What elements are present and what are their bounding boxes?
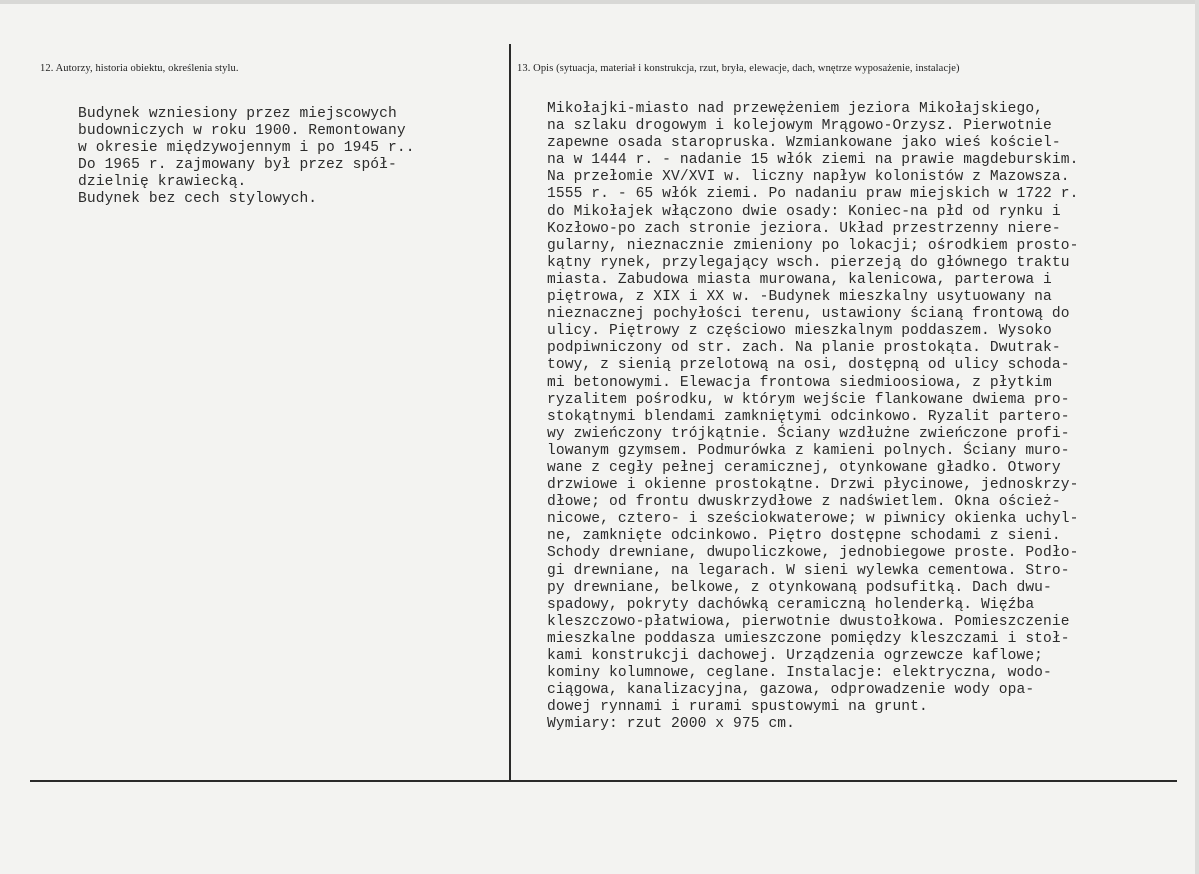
section-12-text: Budynek wzniesiony przez miejscowych budowniczych w roku 1900. Remontowany w okresie międzywojennym i po 1945 r.. Do 1965 r. zajmowany był przez spół- dzielnię krawiecką. Budynek bez cech stylowych. bbox=[78, 106, 415, 208]
section-13-title: 13. Opis (sytuacja, materiał i konstrukcja, rzut, bryła, elewacje, dach, wnętrze wyposażenie, instalacje) bbox=[517, 63, 960, 74]
bottom-rule bbox=[30, 780, 1177, 782]
section-12-title: 12. Autorzy, historia obiektu, określenia stylu. bbox=[40, 63, 239, 74]
paper-top-edge bbox=[0, 0, 1199, 4]
column-divider bbox=[509, 44, 511, 780]
paper-right-edge bbox=[1195, 0, 1199, 874]
section-13-text: Mikołajki-miasto nad przewężeniem jeziora Mikołajskiego, na szlaku drogowym i kolejowym Mrągowo-Orzysz. Pierwotnie zapewne osada staropruska. Wzmiankowane jako wieś kościel- na w 1444 r. - nadanie 15 włók ziemi na prawie magdeburskim. Na przełomie XV/XVI w. liczny napływ kolonistów z Mazowsza. 1555 r. - 65 włók ziemi. Po nadaniu praw miejskich w 1722 r. do Mikołajek włączono dwie osady: Koniec-na płd od rynku i Kozłowo-po zach stronie jeziora. Układ przestrzenny niere- gularny, nieznacznie zmieniony po lokacji; ośrodkiem prosto- kątny rynek, przylegający wsch. pierzeją do głównego traktu miasta. Zabudowa miasta murowana, kalenicowa, parterowa i piętrowa, z XIX i XX w. -Budynek mieszkalny usytuowany na nieznacznej pochyłości terenu, ustawiony ścianą frontową do ulicy. Piętrowy z częściowo mieszkalnym poddaszem. Wysoko podpiwniczony od str. zach. Na planie prostokąta. Dwutrak- towy, z sienią przelotową na osi, dostępną od ulicy schoda- mi betonowymi. Elewacja frontowa siedmioosiowa, z płytkim ryzalitem pośrodku, w którym wejście flankowane dwiema pro- stokątnymi blendami zamkniętymi odcinkowo. Ryzalit partero- wy zwieńczony trójkątnie. Ściany wzdłużne zwieńczone profi- lowanym gzymsem. Podmurówka z kamieni polnych. Ściany muro- wane z cegły pełnej ceramicznej, otynkowane gładko. Otwory drzwiowe i okienne prostokątne. Drzwi płycinowe, jednoskrzy- dłowe; od frontu dwuskrzydłowe z nadświetlem. Okna oścież- nicowe, cztero- i sześciokwaterowe; w piwnicy okienka uchyl- ne, zamknięte odcinkowo. Piętro dostępne schodami z sieni. Schody drewniane, dwupoliczkowe, jednobiegowe proste. Podło- gi drewniane, na legarach. W sieni wylewka cementowa. Stro- py drewniane, belkowe, z otynkowaną podsufitką. Dach dwu- spadowy, pokryty dachówką ceramiczną holenderką. Więźba kleszczowo-płatwiowa, pierwotnie dwustołkowa. Pomieszczenie mieszkalne poddasza umieszczone pomiędzy kleszczami i stoł- kami konstrukcji dachowej. Urządzenia ogrzewcze kaflowe; kominy kolumnowe, ceglane. Instalacje: elektryczna, wodo- ciągowa, kanalizacyjna, gazowa, odprowadzenie wody opa- dowej rynnami i rurami spustowymi na grunt. Wymiary: rzut 2000 x 975 cm. bbox=[547, 101, 1079, 733]
